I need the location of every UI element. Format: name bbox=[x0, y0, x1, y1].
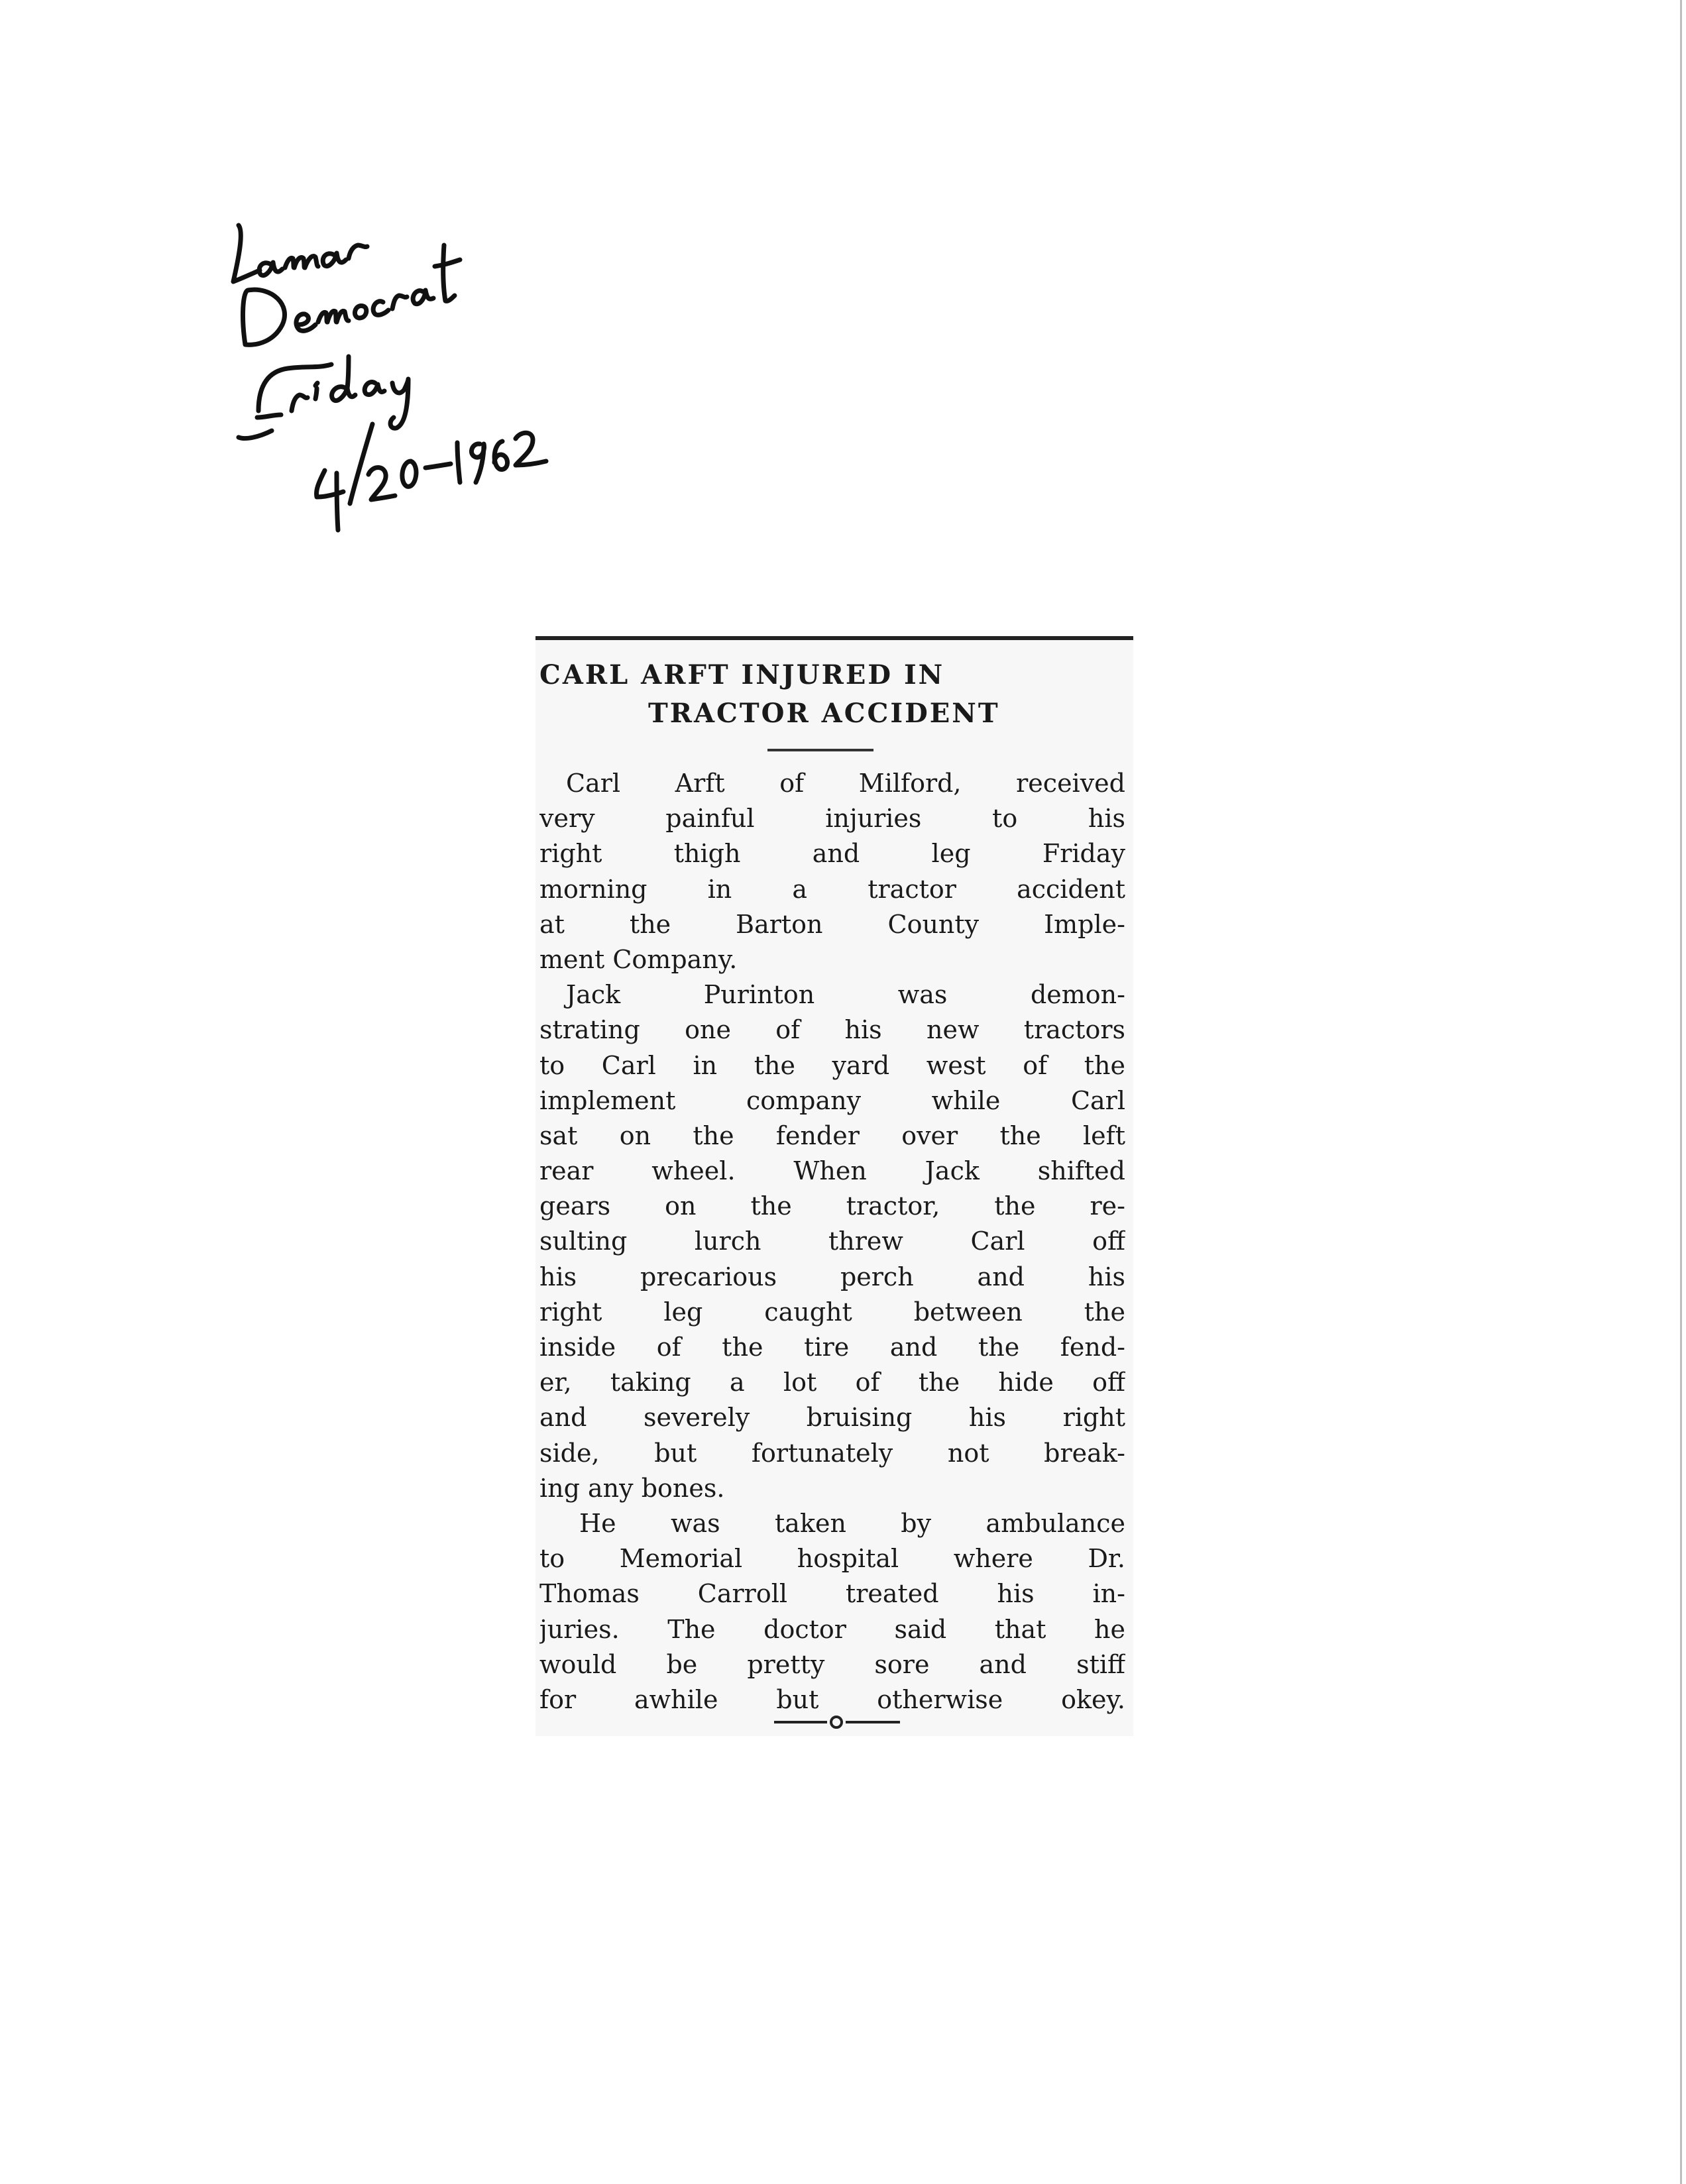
article-line: juries. The doctor said that he bbox=[539, 1614, 1125, 1644]
article-line: He was taken by ambulance bbox=[579, 1508, 1125, 1538]
article-line: at the Barton County Imple- bbox=[539, 909, 1125, 939]
article-line: would be pretty sore and stiff bbox=[539, 1649, 1125, 1679]
article-line: and severely bruising his right bbox=[539, 1403, 1125, 1433]
article-line: his precarious perch and his bbox=[539, 1262, 1125, 1291]
article-line: implement company while Carl bbox=[539, 1085, 1125, 1115]
article-line: Jack Purinton was demon- bbox=[566, 980, 1125, 1010]
article-line: strating one of his new tractors bbox=[539, 1015, 1125, 1045]
newspaper-clipping bbox=[535, 636, 1133, 1736]
headline-line-1: CARL ARFT INJURED IN bbox=[539, 659, 945, 690]
article-line: Thomas Carroll treated his in- bbox=[539, 1579, 1125, 1609]
section-divider bbox=[767, 749, 873, 751]
headline bbox=[535, 656, 1119, 733]
article-line: ment Company. bbox=[539, 944, 738, 974]
article-line: right thigh and leg Friday bbox=[539, 839, 1125, 869]
article-line: for awhile but otherwise okey. bbox=[539, 1684, 1125, 1714]
article-body bbox=[539, 766, 1125, 1718]
article-line: very painful injuries to his bbox=[539, 804, 1125, 834]
article-line: side, but fortunately not break- bbox=[539, 1438, 1125, 1468]
article-line: rear wheel. When Jack shifted bbox=[539, 1156, 1125, 1186]
article-line: to Memorial hospital where Dr. bbox=[539, 1544, 1125, 1574]
article-line: to Carl in the yard west of the bbox=[539, 1050, 1125, 1080]
article-line: er, taking a lot of the hide off bbox=[539, 1368, 1125, 1397]
headline-line-2: TRACTOR ACCIDENT bbox=[648, 698, 1000, 729]
page-edge bbox=[1680, 0, 1682, 2184]
article-line: sat on the fender over the left bbox=[539, 1120, 1125, 1150]
article-line: Carl Arft of Milford, received bbox=[566, 769, 1125, 798]
article-line: right leg caught between the bbox=[539, 1297, 1125, 1327]
end-of-article-mark bbox=[761, 1715, 933, 1729]
article-line: ing any bones. bbox=[539, 1473, 725, 1503]
article-line: gears on the tractor, the re- bbox=[539, 1191, 1125, 1221]
article-line: morning in a tractor accident bbox=[539, 874, 1125, 904]
handwritten-note bbox=[219, 219, 590, 537]
headline-rule bbox=[535, 636, 1133, 640]
article-line: inside of the tire and the fend- bbox=[539, 1333, 1125, 1362]
article-line: sulting lurch threw Carl off bbox=[539, 1227, 1125, 1256]
